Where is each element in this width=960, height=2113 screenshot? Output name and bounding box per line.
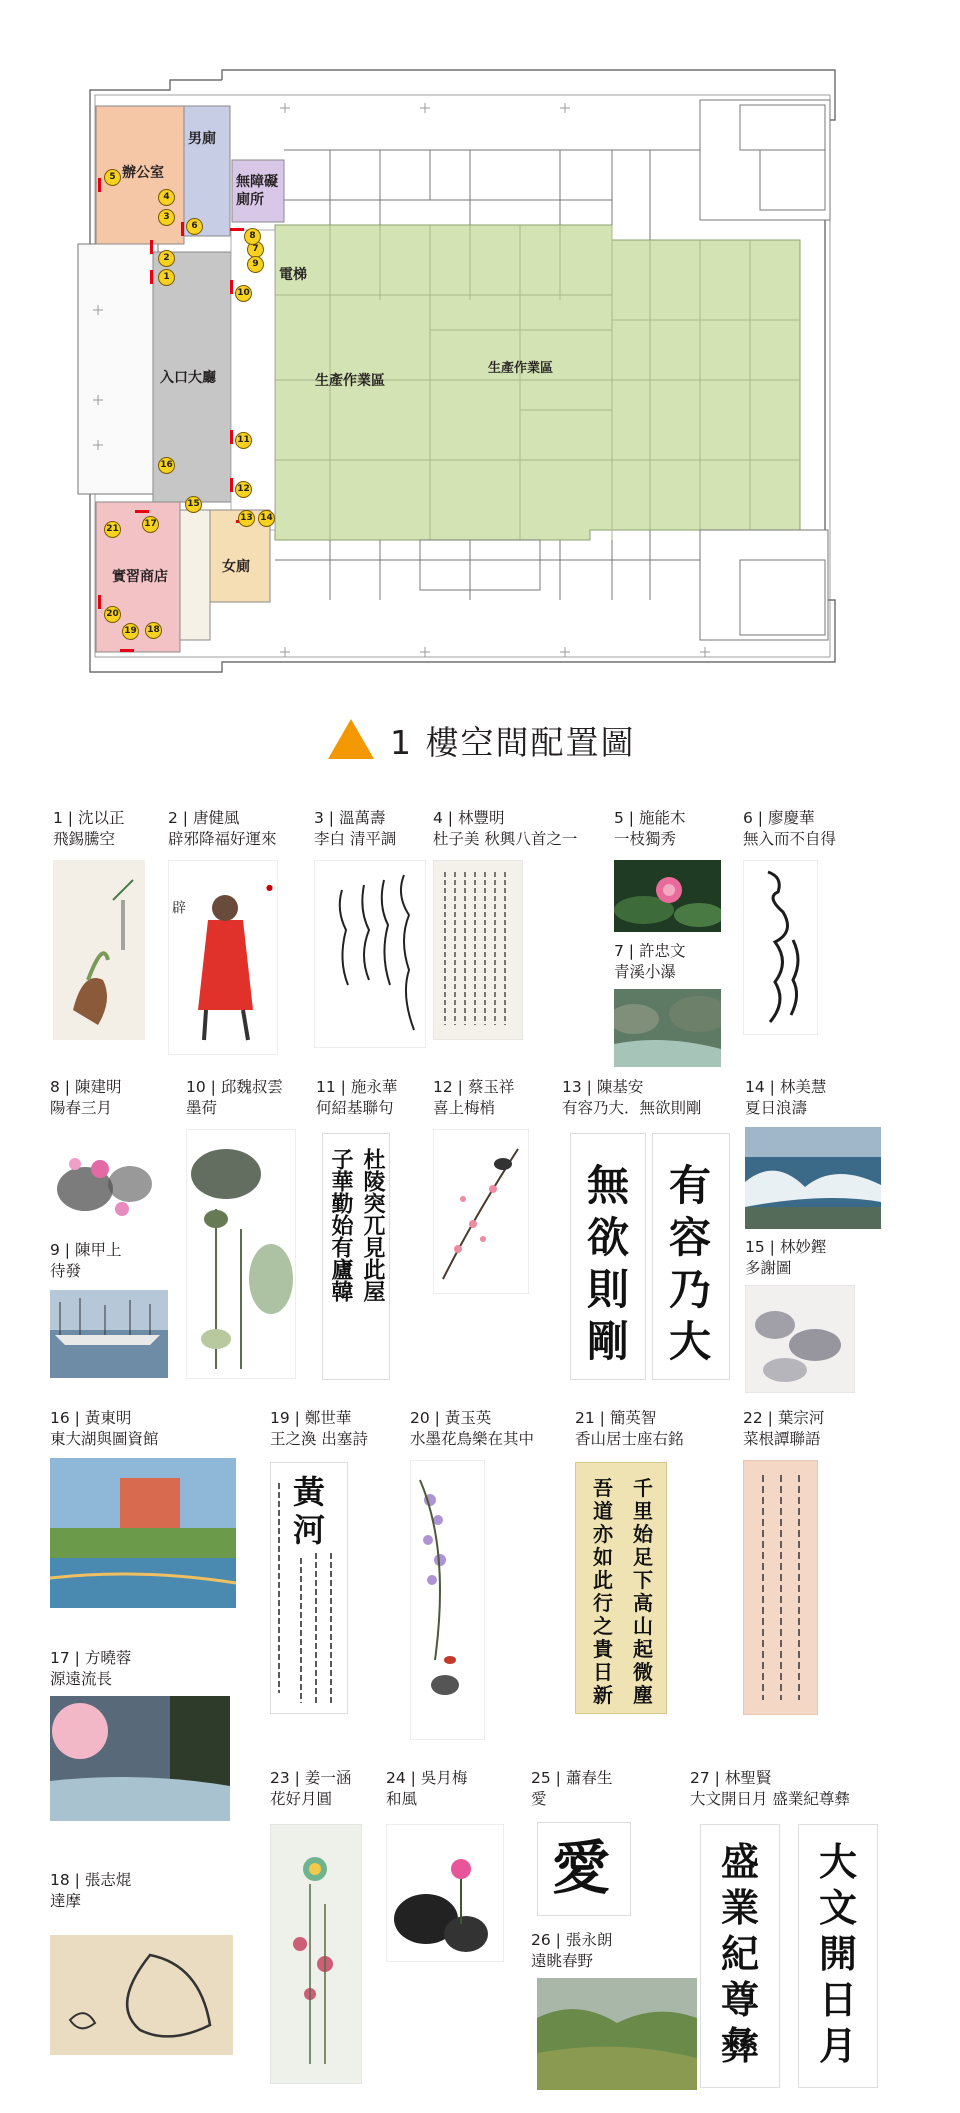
- calligraphy-27-right: 大 文 開 日 月: [798, 1824, 878, 2088]
- office-label: 辦公室: [122, 165, 164, 181]
- artwork-10: 10 | 邱魏叔雲 墨荷: [186, 1077, 283, 1119]
- production-area-label-1: 生產作業區: [315, 373, 385, 389]
- marker-17: 17: [142, 516, 159, 533]
- marker-12: 12: [235, 481, 252, 498]
- painting-15: [745, 1285, 855, 1393]
- painting-7: [614, 989, 721, 1067]
- painting-9: [50, 1290, 168, 1378]
- marker-21: 21: [104, 521, 121, 538]
- artwork-15: 15 | 林妙鏗 多謝圖: [745, 1237, 826, 1279]
- calligraphy-25: 愛: [537, 1822, 631, 1916]
- artwork-14: 14 | 林美慧 夏日浪濤: [745, 1077, 826, 1119]
- calligraphy-19: 黃 河: [270, 1462, 348, 1714]
- floor-plan-title-block: [328, 715, 728, 765]
- calligraphy-13-left: 無 欲 則 剛: [570, 1133, 646, 1380]
- painting-2: [168, 860, 278, 1055]
- painting-10: [186, 1129, 296, 1379]
- marker-13: 13: [238, 510, 255, 527]
- painting-1: [53, 860, 145, 1040]
- painting-16: [50, 1458, 236, 1608]
- shop-label: 實習商店: [112, 569, 168, 585]
- painting-18: [50, 1935, 233, 2055]
- painting-14: [745, 1127, 881, 1229]
- marker-5: 5: [104, 169, 121, 186]
- lobby-label: 入口大廳: [160, 370, 216, 386]
- artwork-13: 13 | 陳基安 有容乃大．無欲則剛 無 欲 則 剛 有 容 乃 大: [562, 1077, 702, 1119]
- marker-2: 2: [158, 250, 175, 267]
- artwork-16: 16 | 黃東明 東大湖與圖資館: [50, 1408, 159, 1450]
- womens-restroom-label: 女廁: [222, 559, 250, 575]
- marker-8: 8: [244, 228, 261, 245]
- left-wing: [78, 244, 158, 494]
- artwork-11: 11 | 施永華 何紹基聯句 杜陵 突兀 見此 屋 子華 勤始 有廬 韓: [316, 1077, 397, 1119]
- marker-4: 4: [158, 189, 175, 206]
- artwork-27: 27 | 林聖賢 大文開日月 盛業紀尊彝 盛 業 紀 尊 彝 大 文 開 日 月: [690, 1768, 850, 1810]
- svg-text:辟: 辟: [170, 900, 186, 914]
- artwork-9: 9 | 陳甲上 待發: [50, 1240, 121, 1282]
- stair-area: [180, 510, 210, 640]
- painting-23: [270, 1824, 362, 2084]
- painting-24: [386, 1824, 504, 1962]
- artwork-5: 5 | 施能木 一枝獨秀: [614, 808, 685, 850]
- marker-16: 16: [158, 457, 175, 474]
- artwork-4: 4 | 林豐明 杜子美 秋興八首之一: [433, 808, 577, 850]
- marker-9: 9: [247, 256, 264, 273]
- accessible-restroom-label: 無障礙廁所: [236, 174, 278, 208]
- marker-10: 10: [235, 285, 252, 302]
- artwork-18: 18 | 張志焜 達摩: [50, 1870, 131, 1912]
- artwork-24: 24 | 吳月梅 和風: [386, 1768, 467, 1810]
- mens-restroom-label: 男廁: [188, 131, 216, 147]
- painting-8: [50, 1129, 160, 1239]
- artwork-6: 6 | 廖慶華 無入而不自得: [743, 808, 836, 850]
- artwork-20: 20 | 黃玉英 水墨花鳥樂在其中: [410, 1408, 534, 1450]
- mens-restroom-area: [184, 106, 230, 236]
- triangle-icon: [328, 719, 374, 759]
- painting-17: [50, 1696, 230, 1821]
- artwork-25: 25 | 蕭春生 愛 愛: [531, 1768, 612, 1810]
- svg-text:●: ●: [266, 883, 273, 892]
- artwork-21: 21 | 簡英智 香山居士座右銘 千 里 始 足 下 高 山 起 微 塵 吾 道 亦 如 此 行 之 貴 日 新: [575, 1408, 684, 1450]
- artwork-1: 1 | 沈以正 飛錫騰空: [53, 808, 124, 850]
- artwork-17: 17 | 方曉蓉 源遠流長: [50, 1648, 131, 1690]
- marker-19: 19: [122, 623, 139, 640]
- calligraphy-3: [314, 860, 426, 1048]
- marker-1: 1: [158, 269, 175, 286]
- marker-11: 11: [235, 432, 252, 449]
- calligraphy-6: [743, 860, 818, 1035]
- artwork-19: 19 | 鄭世華 王之渙 出塞詩 黃 河: [270, 1408, 368, 1450]
- marker-18: 18: [145, 622, 162, 639]
- painting-20: [410, 1460, 485, 1740]
- calligraphy-27-left: 盛 業 紀 尊 彝: [700, 1824, 780, 2088]
- artwork-26: 26 | 張永朗 遠眺春野: [531, 1930, 612, 1972]
- painting-12: [433, 1129, 529, 1294]
- artwork-3: 3 | 溫萬壽 李白 清平調: [314, 808, 396, 850]
- marker-14: 14: [258, 510, 275, 527]
- artwork-2: 2 | 唐健風 辟邪降福好運來 辟 ●: [168, 808, 277, 850]
- artwork-23: 23 | 姜一涵 花好月圓: [270, 1768, 351, 1810]
- elevator-label: 電梯: [279, 267, 307, 283]
- marker-20: 20: [104, 606, 121, 623]
- production-area-label-2: 生產作業區: [488, 361, 554, 376]
- artwork-12: 12 | 蔡玉祥 喜上梅梢: [433, 1077, 514, 1119]
- marker-3: 3: [158, 209, 175, 226]
- floor-plan-title: 1 樓空間配置圖: [390, 723, 636, 762]
- calligraphy-21: 千 里 始 足 下 高 山 起 微 塵 吾 道 亦 如 此 行 之 貴 日 新: [575, 1462, 667, 1714]
- calligraphy-11: 杜陵 突兀 見此 屋 子華 勤始 有廬 韓: [322, 1133, 390, 1380]
- artwork-7: 7 | 許忠文 青溪小瀑: [614, 941, 685, 983]
- painting-26: [537, 1978, 697, 2090]
- artwork-8: 8 | 陳建明 陽春三月: [50, 1077, 121, 1119]
- artwork-22: 22 | 葉宗河 菜根譚聯語: [743, 1408, 824, 1450]
- calligraphy-4: [433, 860, 523, 1040]
- marker-15: 15: [185, 496, 202, 513]
- floor-plan: [0, 0, 960, 700]
- calligraphy-13-right: 有 容 乃 大: [652, 1133, 730, 1380]
- calligraphy-22: [743, 1460, 818, 1715]
- painting-5: [614, 860, 721, 932]
- marker-6: 6: [186, 218, 203, 235]
- marker-7: 7: [247, 241, 264, 258]
